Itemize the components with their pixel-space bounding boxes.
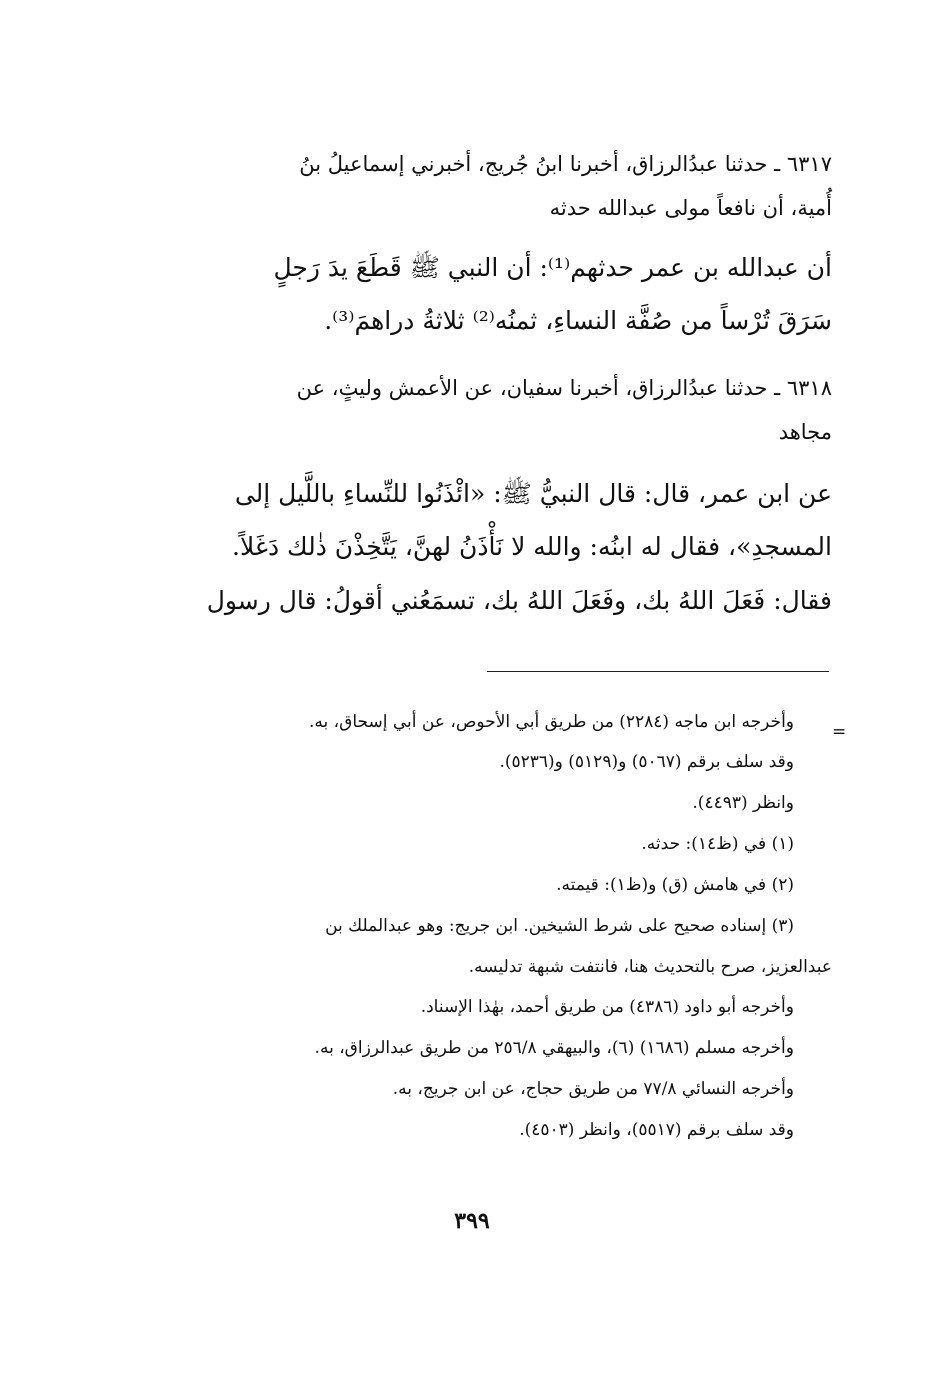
footnote-line: وانظر (٤٤٩٣).	[692, 793, 794, 813]
hadith-6317-matn-line-1: أن عبدالله بن عمر حدثهم⁽¹⁾: أن النبي ﷺ قَطَعَ يدَ رَجلٍ	[273, 253, 832, 282]
hadith-6317-isnad-line-2: أُمية، أن نافعاً مولى عبدالله حدثه	[549, 196, 832, 220]
footnote-line: وأخرجه ابن ماجه (٢٢٨٤) من طريق أبي الأحوص، عن أبي إسحاق، به.	[309, 712, 794, 732]
hadith-6318-matn-line-3: فقال: فَعَلَ اللهُ بك، وفَعَلَ اللهُ بك، تسمَعُني أقولُ: قال رسول	[206, 586, 832, 615]
footnote-line: وقد سلف برقم (٥٠٦٧) و(٥١٢٩) و(٥٢٣٦).	[499, 752, 794, 772]
footnote-line: وأخرجه مسلم (١٦٨٦) (٦)، والبيهقي ٢٥٦/٨ من طريق عبدالرزاق، به.	[314, 1038, 794, 1058]
footnote-line: عبدالعزيز، صرح بالتحديث هنا، فانتفت شبهة تدليسه.	[468, 957, 832, 977]
footnote-line: (٢) في هامش (ق) و(ظ١): قيمته.	[556, 875, 794, 895]
page-number: ٣٩٩	[454, 1208, 490, 1234]
footnote-line: وأخرجه أبو داود (٤٣٨٦) من طريق أحمد، بهٰذا الإسناد.	[420, 997, 794, 1017]
footnote-line: وأخرجه النسائي ٧٧/٨ من طريق حجاج، عن ابن جريج، به.	[392, 1079, 794, 1099]
hadith-6317-matn-line-2: سَرَقَ تُرْساً من صُفَّة النساءِ، ثمنُه⁽²⁾ ثلاثةُ دراهمَ⁽³⁾.	[324, 306, 832, 335]
hadith-6317-isnad-line-1: ٦٣١٧ ـ حدثنا عبدُالرزاق، أخبرنا ابنُ جُريج، أخبرني إسماعيلُ بنُ	[299, 152, 832, 176]
footnote-separator	[487, 671, 829, 672]
hadith-6318-matn-line-2: المسجدِ»، فقال له ابنُه: والله لا نَأْذَنُ لهنَّ، يَتَّخِذْنَ ذٰلك دَغَلاً.	[232, 532, 832, 561]
footnote-line: وقد سلف برقم (٥٥١٧)، وانظر (٤٥٠٣).	[519, 1120, 794, 1140]
hadith-6318-isnad-line-1: ٦٣١٨ ـ حدثنا عبدُالرزاق، أخبرنا سفيان، عن الأعمش وليثٍ، عن	[296, 376, 832, 400]
footnote-line: (١) في (ظ١٤): حدثه.	[641, 834, 794, 854]
hadith-6318-isnad-line-2: مجاهد	[778, 420, 832, 444]
footnote-line: (٣) إسناده صحيح على شرط الشيخين. ابن جريج: وهو عبدالملك بن	[325, 916, 794, 936]
footnote-continuation-marker: =	[832, 722, 847, 742]
hadith-6318-matn-line-1: عن ابن عمر، قال: قال النبيُّ ﷺ: «ائْذَنُوا للنِّساءِ باللَّيل إلى	[234, 479, 832, 508]
